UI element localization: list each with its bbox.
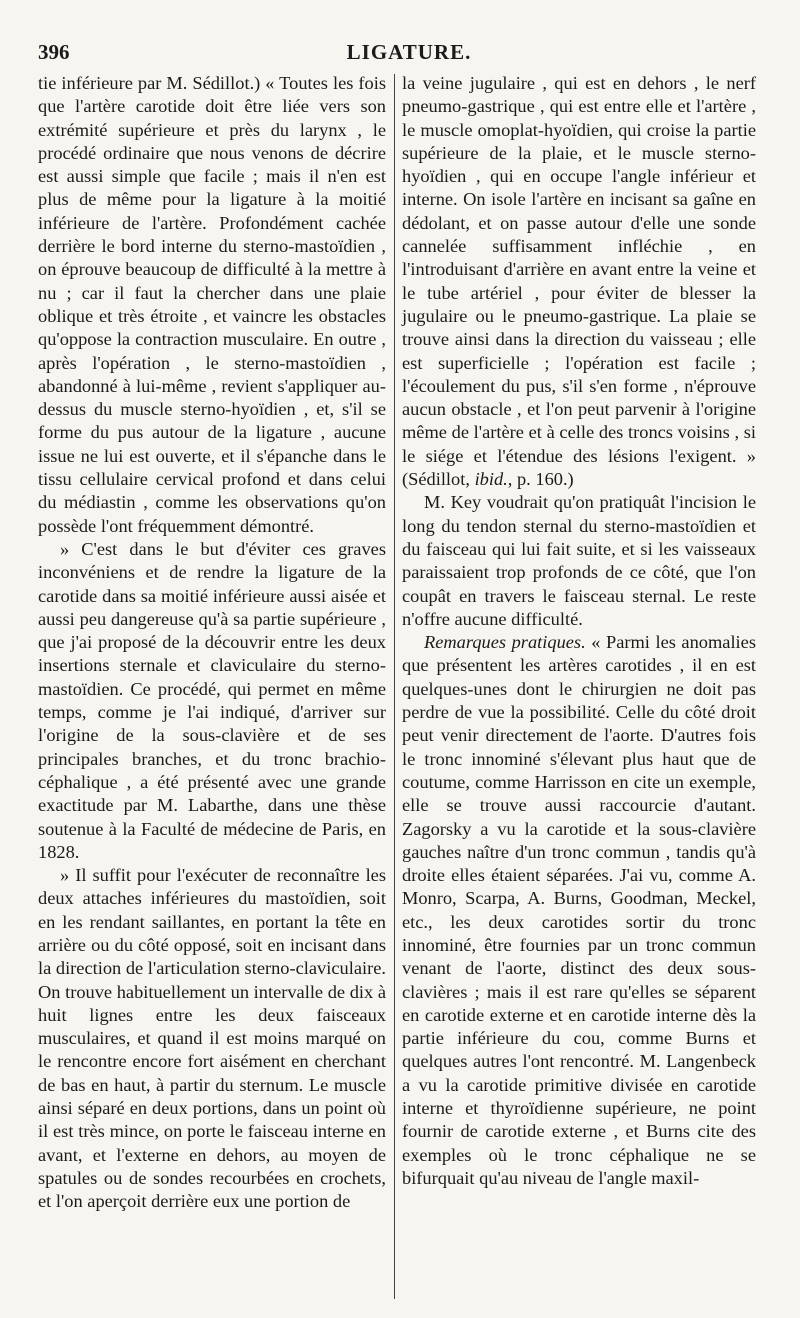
right-column xyxy=(402,72,756,1190)
right-paragraph-3 xyxy=(402,631,756,1190)
running-title: LIGATURE. xyxy=(346,40,472,64)
right-paragraph-3-text: « Parmi les anomalies que présentent les artères carotides , il en est quelques-unes dont le chirurgien ne doit pas perdre de vue la possibilité. Celle du côté droit peut venir directement de l'aorte. D'autres fois le tronc innominé s'élevant plus haut que de coutume, comme Harrisson en cite un exemple, elle se trouve aussi raccourcie d'autant. Zagorsky a vu la carotide et la sous-clavière gauches naître d'un tronc commun , tandis qu'à droite elles étaient séparées. J'ai vu, comme A. Monro, Scarpa, A. Burns, Goodman, Meckel, etc., les deux carotides sortir du tronc innominé, être fournies par un tronc commun venant de l'aorte, distinct des deux sous-clavières ; mais il est rare qu'elles se séparent en carotide externe et en carotide interne dès la partie inférieure du cou, comme Burns et quelques autres l'ont rencontré. M. Langenbeck a vu la carotide primitive divisée en carotide interne et thyroïdienne supérieure, ne point fournir de carotide externe , et Burns cite des exemples où le tronc céphalique ne se bifurquait qu'au niveau de l'angle maxil- xyxy=(402,632,756,1188)
page-number: 396 xyxy=(38,40,70,64)
page-header xyxy=(38,40,780,70)
left-column xyxy=(38,72,386,1214)
right-paragraph-2: M. Key voudrait qu'on pratiquât l'incision le long du tendon sternal du sterno-mastoïdien et du faisceau qui lui fait suite, et si les vaisseaux paraissaient trop profonds de ce côté, que l'on coupât en travers le faisceau sternal. Le reste n'offre aucune difficulté. xyxy=(402,492,756,629)
left-paragraph-3: » Il suffit pour l'exécuter de reconnaître les deux attaches inférieures du mastoïdien, soit en les rendant saillantes, en portant la tête en arrière ou du côté opposé, soit en incisant dans la direction de l'articulation sterno-claviculaire. On trouve habituellement un intervalle de dix à huit lignes entre les deux faisceaux musculaires, et quand il est moins marqué on le rencontre encore fort aisément en cherchant de bas en haut, à partir du sternum. Le muscle ainsi séparé en deux portions, dans un point où il est très mince, on porte le faisceau interne en avant, et l'externe en dehors, au moyen de spatules ou de sondes recourbées en crochets, et l'on aperçoit derrière eux une portion de xyxy=(38,865,386,1212)
section-heading: Remarques pratiques. xyxy=(424,632,586,653)
page-reference: , p. 160.) xyxy=(507,469,574,490)
ibid-citation: ibid. xyxy=(474,469,508,490)
left-paragraph-2: » C'est dans le but d'éviter ces graves inconvéniens et de rendre la ligature de la carotide dans sa moitié inférieure aussi aisée et aussi peu dangereuse qu'à sa partie supérieure , que j'ai proposé de la découvrir entre les deux insertions sternale et claviculaire du sterno-mastoïdien. Ce procédé, qui permet en même temps, comme je l'ai indiqué, d'arriver sur l'origine de la sous-clavière et de ses principales branches, et du tronc brachio-céphalique , a été présenté avec une grande exactitude par M. Labarthe, dans une thèse soutenue à la Faculté de médecine de Paris, en 1828. xyxy=(38,538,386,862)
right-paragraph-1-text: la veine jugulaire , qui est en dehors , le nerf pneumo-gastrique , qui est entre elle et l'artère , le muscle omoplat-hyoïdien, qui croise la partie supérieure de la plaie, et le muscle sterno-hyoïdien , qui en occupe l'angle inférieur et interne. On isole l'artère en incisant sa gaîne en dédolant, et on passe autour d'elle une sonde cannelée suffisamment infléchie , en l'introduisant d'arrière en avant entre la veine et le tube artériel , pour éviter de blesser la jugulaire ou le pneumo-gastrique. La plaie se trouve ainsi dans la direction du vaisseau ; elle est superficielle ; l'opération est facile ; l'écoulement du pus, s'il s'en forme , n'éprouve aucun obstacle , et l'on peut parvenir à l'origine même de l'artère et à celle des troncs voisins , si le siége et l'étendue des lésions l'exigent. » (Sédillot, xyxy=(402,73,756,490)
column-divider xyxy=(394,74,395,1299)
left-paragraph-1: tie inférieure par M. Sédillot.) « Toutes les fois que l'artère carotide doit être liée vers son extrémité supérieure et près du larynx , le procédé ordinaire que nous venons de décrire est aussi simple que facile ; mais il n'en est plus de même pour la ligature à la moitié inférieure de l'artère. Profondément cachée derrière le bord interne du sterno-mastoïdien , on éprouve beaucoup de difficulté à la mettre à nu ; car il faut la chercher dans une plaie oblique et très étroite , et vaincre les obstacles qu'oppose la contraction musculaire. En outre , après l'opération , le sterno-mastoïdien , abandonné à lui-même , revient s'appliquer au-dessus du muscle sterno-hyoïdien , et, s'il se forme du pus autour de la ligature , aucune issue ne lui est ouverte, et il s'épanche dans le tissu cellulaire cervical profond et dans celui du médiastin , comme les observations qu'on possède l'ont fréquemment démontré. xyxy=(38,73,386,536)
right-paragraph-1 xyxy=(402,72,756,491)
